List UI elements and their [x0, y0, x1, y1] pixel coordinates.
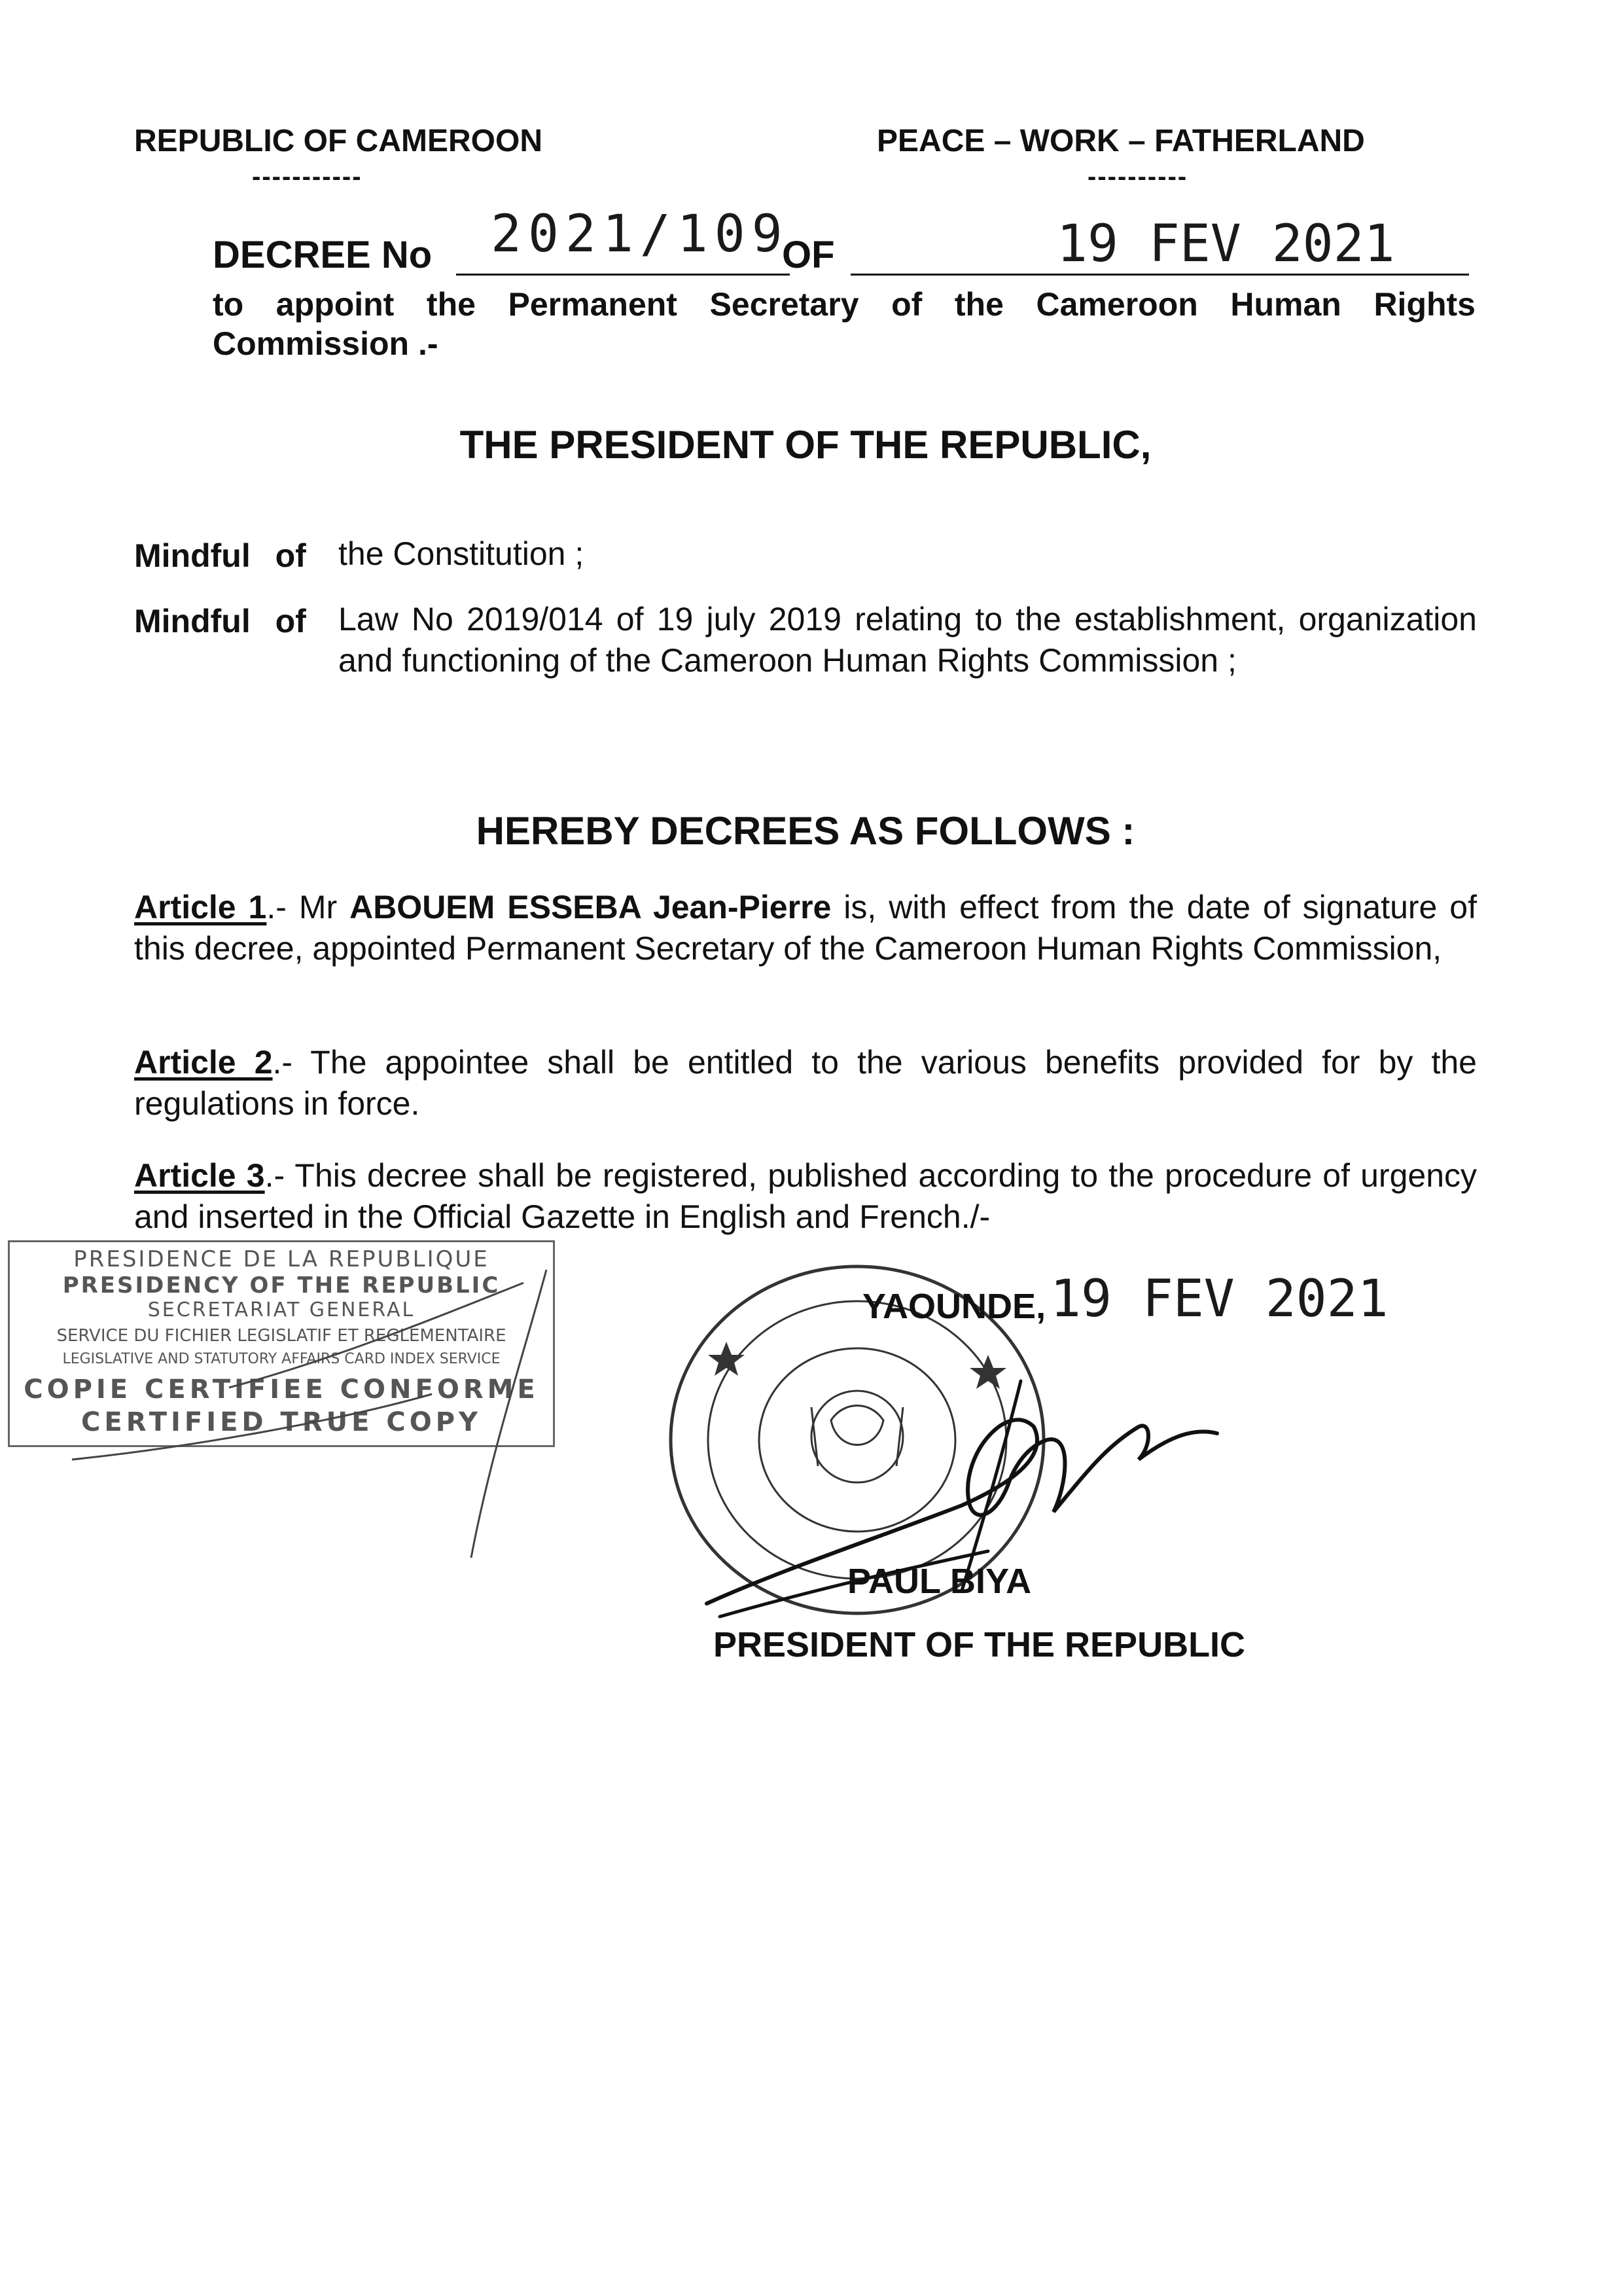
header-right-title: PEACE – WORK – FATHERLAND	[877, 124, 1365, 158]
decrees-heading: HEREBY DECREES AS FOLLOWS :	[476, 809, 1135, 853]
header-left-title: REPUBLIC OF CAMEROON	[134, 124, 542, 158]
signature-place: YAOUNDE,	[862, 1287, 1046, 1326]
appointee-name: ABOUEM ESSEBA Jean-Pierre	[349, 889, 832, 925]
stamp-initials-scribble	[65, 1257, 563, 1584]
stamp-line-6: COPIE CERTIFIEE CONFORME	[24, 1374, 539, 1405]
president-heading: THE PRESIDENT OF THE REPUBLIC,	[459, 423, 1152, 467]
mindful-label-2: Mindful of	[134, 603, 306, 639]
article-1-label: Article 1	[134, 889, 267, 925]
article-1: Article 1.- Mr ABOUEM ESSEBA Jean-Pierre is, with effect from the date of signature of this decree, appointed Permanent Secretary of the Cameroon Human Rights Commission,	[134, 889, 1477, 967]
article-2: Article 2.- The appointee shall be entitled to the various benefits provided for by the regulations in force.	[134, 1044, 1477, 1122]
decree-subject-line2: Commission .-	[213, 325, 438, 362]
article-3-label: Article 3	[134, 1157, 265, 1194]
signatory-title: PRESIDENT OF THE REPUBLIC	[713, 1625, 1246, 1664]
stamp-line-7: CERTIFIED TRUE COPY	[81, 1407, 482, 1437]
decree-date-blank	[851, 274, 1469, 276]
decree-label: DECREE No	[213, 234, 433, 276]
stamp-line-2: PRESIDENCY OF THE REPUBLIC	[62, 1272, 501, 1299]
decree-number-handwritten: 2021/109	[491, 205, 789, 264]
decree-date-handwritten: 19 FEV 2021	[1057, 215, 1395, 274]
header-right-dashes: ----------	[1088, 162, 1188, 191]
mindful-label-1: Mindful of	[134, 537, 306, 574]
decree-subject-line1: to appoint the Permanent Secretary of the Cameroon Human Rights	[213, 286, 1476, 323]
signature-date-handwritten: 19 FEV 2021	[1050, 1270, 1389, 1329]
article-3: Article 3.- This decree shall be registered, published according to the procedure of urgency and inserted in the Official Gazette in English and French./-	[134, 1157, 1477, 1235]
decree-of-label: OF	[782, 234, 835, 276]
stamp-line-3: SECRETARIAT GENERAL	[147, 1299, 416, 1321]
decree-subject	[213, 285, 1476, 363]
mindful-text-1: the Constitution ;	[338, 535, 584, 572]
decree-number-blank	[456, 274, 790, 276]
signatory-name: PAUL BIYA	[847, 1562, 1032, 1601]
header-left-dashes: -----------	[252, 162, 363, 191]
article-2-label: Article 2	[134, 1044, 273, 1081]
decree-number-line	[213, 205, 1469, 280]
stamp-line-1: PRESIDENCE DE LA REPUBLIQUE	[73, 1246, 489, 1272]
stamp-line-4: SERVICE DU FICHIER LEGISLATIF ET REGLEMENTAIRE	[56, 1326, 506, 1346]
stamp-line-5: LEGISLATIVE AND STATUTORY AFFAIRS CARD INDEX SERVICE	[62, 1351, 501, 1367]
mindful-text-2: Law No 2019/014 of 19 july 2019 relating to the establishment, organization and functioning of the Cameroon Human Rights Commission ;	[338, 601, 1477, 679]
